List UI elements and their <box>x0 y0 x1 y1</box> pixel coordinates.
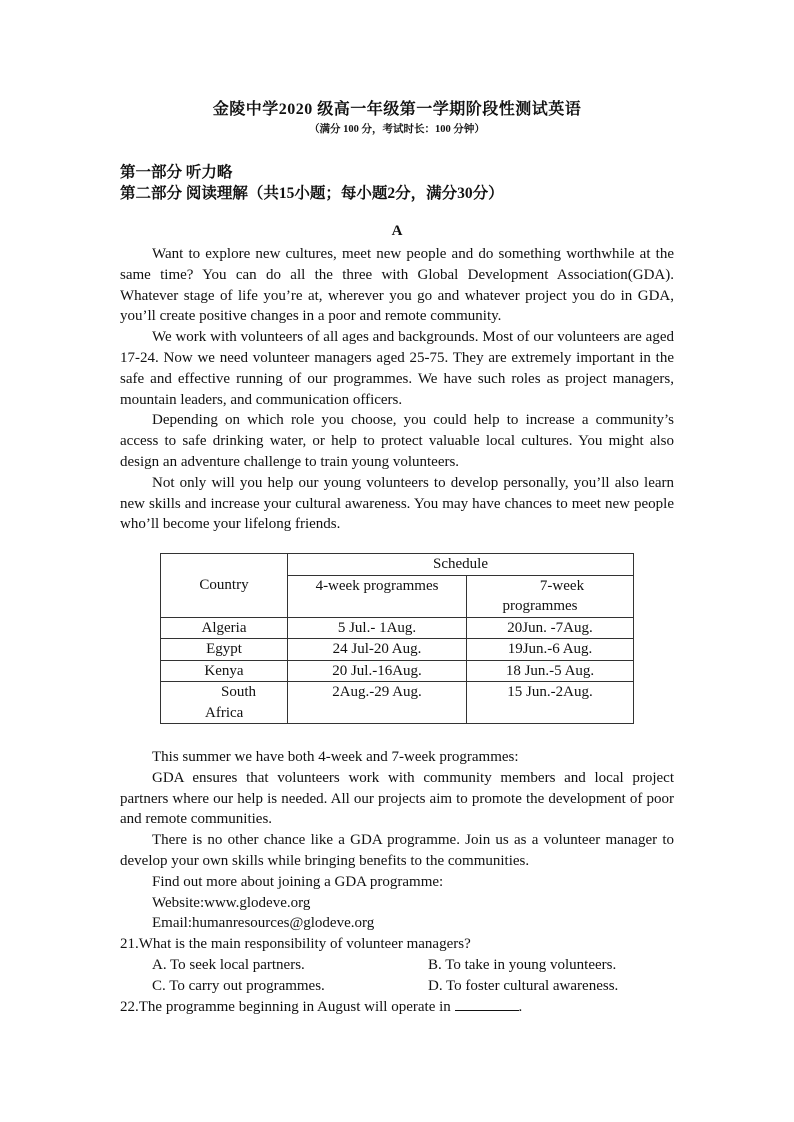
website-line: Website:www.glodeve.org <box>152 894 311 911</box>
section-part1-heading: 第一部分 听力略 <box>120 164 233 181</box>
questions <box>120 934 674 1018</box>
question-21-options-row1 <box>120 955 674 976</box>
passage-text-after-table <box>120 747 674 934</box>
paragraph: Not only will you help our young volunteers to develop personally, you’ll also learn new skills and increase your cultural awareness. You may have chances to meet new people who’ll become your lifelong friends. <box>120 474 674 533</box>
seven-week-header-line2: programmes <box>502 598 578 614</box>
passage-letter: A <box>391 223 403 239</box>
question-21-stem: 21.What is the main responsibility of volunteer managers? <box>120 936 471 952</box>
seven-week-header-line1: 7-week <box>539 577 585 594</box>
option-d: D. To foster cultural awareness. <box>428 977 619 994</box>
four-week-cell: 2Aug.-29 Aug. <box>288 682 467 724</box>
country-cell: Algeria <box>161 617 288 639</box>
paragraph: There is no other chance like a GDA programme. Join us as a volunteer manager to develop your own skills while bringing benefits to the communities. <box>120 832 674 869</box>
exam-subtitle: （满分 100 分，考试时长：100 分钟） <box>309 124 485 135</box>
four-week-cell: 5 Jul.- 1Aug. <box>288 617 467 639</box>
question-21-options-row2 <box>120 976 674 997</box>
passage-text-before-table <box>120 244 674 535</box>
table-row <box>161 639 634 661</box>
schedule-table <box>160 553 634 724</box>
seven-week-cell: 18 Jun.-5 Aug. <box>467 660 634 682</box>
paragraph: Find out more about joining a GDA programme: <box>152 873 444 890</box>
table-row <box>161 660 634 682</box>
seven-week-header <box>467 575 634 617</box>
question-22 <box>120 996 674 1018</box>
table-row <box>161 617 634 639</box>
paragraph: We work with volunteers of all ages and backgrounds. Most of our volunteers are aged 17-24. Now we need volunteer managers aged 25-75. They are extremely important in the safe and effective running of our programmes. We have such roles as project managers, mountain leaders, and communication officers. <box>120 329 674 408</box>
option-b: B. To take in young volunteers. <box>428 956 617 973</box>
option-c: C. To carry out programmes. <box>152 977 325 994</box>
paragraph: This summer we have both 4-week and 7-week programmes: <box>152 749 519 765</box>
seven-week-cell: 20Jun. -7Aug. <box>467 617 634 639</box>
four-week-cell: 20 Jul.-16Aug. <box>288 660 467 682</box>
four-week-header: 4-week programmes <box>288 575 467 617</box>
email-line: Email:humanresources@glodeve.org <box>152 915 375 932</box>
table-row <box>161 682 634 724</box>
exam-title: 金陵中学2020 级高一年级第一学期阶段性测试英语 <box>212 101 582 118</box>
paragraph: GDA ensures that volunteers work with community members and local project partners where our help is needed. All our projects aim to promote the development of poor and remote communities. <box>120 769 674 828</box>
question-22-stem: 22.The programme beginning in August will operate in <box>120 999 451 1016</box>
option-a: A. To seek local partners. <box>152 956 305 973</box>
schedule-header: Schedule <box>288 554 634 576</box>
country-line1: South <box>221 684 257 700</box>
question-22-end: . <box>518 999 523 1016</box>
country-line2: Africa <box>205 704 244 721</box>
section-part2-heading: 第二部分 阅读理解（共15小题；每小题2分，满分30分） <box>120 185 504 202</box>
paragraph: Depending on which role you choose, you could help to increase a community’s access to safe drinking water, or help to protect valuable local cultures. You might also design an adventure challenge to train young volunteers. <box>120 412 674 470</box>
answer-blank <box>455 996 519 1011</box>
country-cell: Egypt <box>161 639 288 661</box>
paragraph: Want to explore new cultures, meet new people and do something worthwhile at the same time? You can do all the three with Global Development Association(GDA). Whatever stage of life you’re at, wherever you go and whatever project you do in GDA, you’ll create positive changes in a poor and remote community. <box>120 246 674 325</box>
seven-week-cell: 15 Jun.-2Aug. <box>467 682 634 724</box>
country-header: Country <box>161 554 288 618</box>
country-cell <box>161 682 288 724</box>
country-cell: Kenya <box>161 660 288 682</box>
seven-week-cell: 19Jun.-6 Aug. <box>467 639 634 661</box>
four-week-cell: 24 Jul-20 Aug. <box>288 639 467 661</box>
